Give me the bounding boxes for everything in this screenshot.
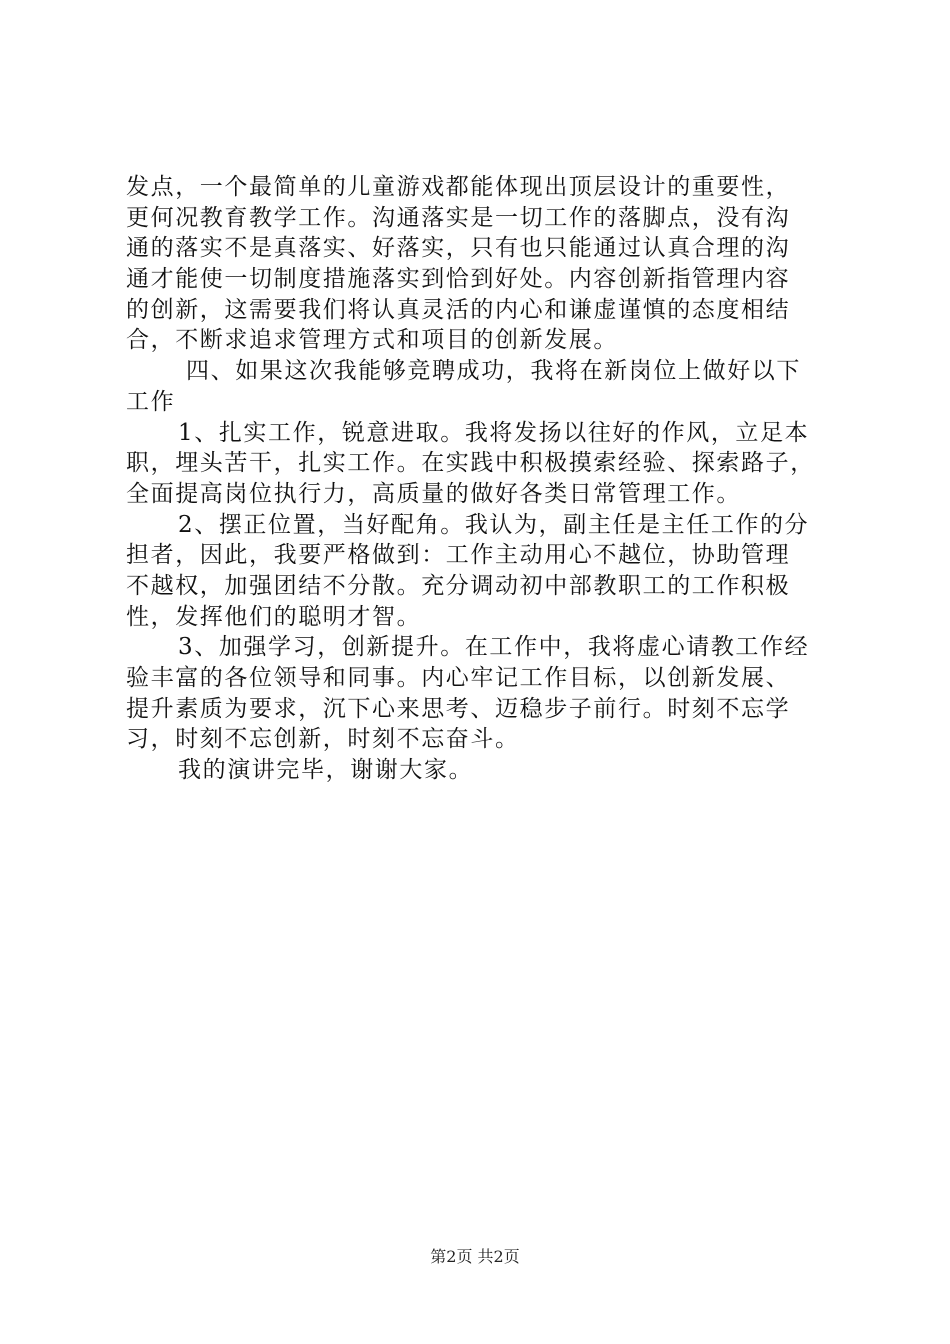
- text-line: 四、如果这次我能够竞聘成功，我将在新岗位上做好以下: [186, 358, 801, 385]
- text-line: 提升素质为要求，沉下心来思考、迈稳步子前行。时刻不忘学: [126, 695, 791, 722]
- text-line: 通才能使一切制度措施落实到恰到好处。内容创新指管理内容: [126, 266, 791, 293]
- page-footer: 第2页 共2页: [430, 1247, 520, 1266]
- text-line: 我的演讲完毕，谢谢大家。: [178, 757, 474, 784]
- text-line: 性，发挥他们的聪明才智。: [126, 603, 422, 630]
- text-line: 合，不断求追求管理方式和项目的创新发展。: [126, 327, 618, 354]
- text-line: 通的落实不是真落实、好落实，只有也只能通过认真合理的沟: [126, 235, 791, 262]
- text-line: 的创新，这需要我们将认真灵活的内心和谦虚谨慎的态度相结: [126, 296, 791, 323]
- text-line: 3、加强学习，创新提升。在工作中，我将虚心请教工作经: [178, 634, 810, 661]
- text-line: 不越权，加强团结不分散。充分调动初中部教职工的工作积极: [126, 572, 791, 599]
- text-line: 更何况教育教学工作。沟通落实是一切工作的落脚点，没有沟: [126, 204, 791, 231]
- text-line: 验丰富的各位领导和同事。内心牢记工作目标，以创新发展、: [126, 665, 791, 691]
- text-line: 发点，一个最简单的儿童游戏都能体现出顶层设计的重要性，: [126, 174, 791, 200]
- text-line: 2、摆正位置，当好配角。我认为，副主任是主任工作的分: [178, 511, 810, 538]
- text-line: 工作: [126, 388, 176, 415]
- text-line: 1、扎实工作，锐意进取。我将发扬以往好的作风，立足本: [178, 419, 810, 446]
- text-line: 全面提高岗位执行力，高质量的做好各类日常管理工作。: [126, 480, 741, 507]
- document-body: [126, 172, 834, 786]
- text-line: 担者，因此，我要严格做到：工作主动用心不越位，协助管理: [126, 542, 791, 569]
- text-line: 习，时刻不忘创新，时刻不忘奋斗。: [126, 726, 520, 753]
- text-line: 职，埋头苦干，扎实工作。在实践中积极摸索经验、探索路子，: [126, 450, 815, 477]
